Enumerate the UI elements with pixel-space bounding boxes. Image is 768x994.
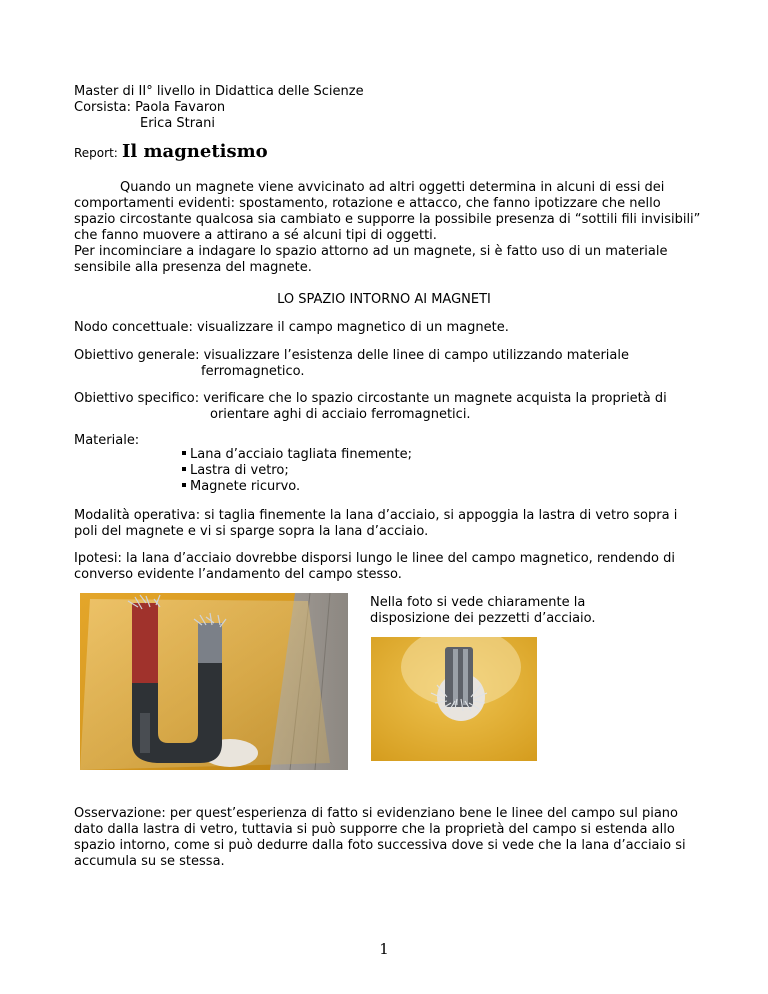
intro-line: comportamenti evidenti: spostamento, rotazione e attacco, che fanno ipotizzare che nello	[74, 196, 661, 211]
photo-steel-wool	[371, 637, 537, 761]
intro-line: spazio circostante qualcosa sia cambiato e supporre la possibile presenza di “sottili fili invisibili”	[74, 212, 701, 227]
caption-line: Nella foto si vede chiaramente la	[370, 595, 586, 610]
obiettivo-specifico-line: Obiettivo specifico: verificare che lo spazio circostante un magnete acquista la proprietà di	[74, 391, 667, 406]
photo-magnet-glass	[80, 593, 348, 770]
osservazione-line: accumula su se stessa.	[74, 854, 225, 869]
osservazione-line: spazio intorno, come si può dedurre dalla foto successiva dove si vede che la lana d’acciaio si	[74, 838, 686, 853]
intro-line: sensibile alla presenza del magnete.	[74, 260, 312, 275]
materiale-list	[182, 447, 412, 495]
list-item	[182, 447, 412, 463]
report-title: Il magnetismo	[121, 141, 268, 162]
bullet-square-icon	[182, 467, 186, 471]
nodo-text: Nodo concettuale: visualizzare il campo magnetico di un magnete.	[74, 320, 509, 335]
ipotesi-line: converso evidente l’andamento del campo stesso.	[74, 567, 402, 582]
obiettivo-generale	[74, 348, 714, 380]
list-item	[182, 463, 412, 479]
osservazione	[74, 806, 734, 870]
caption-line: disposizione dei pezzetti d’acciaio.	[370, 611, 596, 626]
ipotesi	[74, 551, 714, 583]
header-corsista-2: Erica Strani	[140, 116, 215, 131]
obiettivo-generale-line: Obiettivo generale: visualizzare l’esistenza delle linee di campo utilizzando materiale	[74, 348, 629, 363]
materiale-label-text: Materiale:	[74, 433, 140, 448]
header-corsista: Corsista: Paola Favaron	[74, 100, 226, 115]
bullet-square-icon	[182, 483, 186, 487]
obiettivo-specifico	[74, 391, 714, 423]
intro-line: Quando un magnete viene avvicinato ad altri oggetti determina in alcuni di essi dei	[120, 180, 665, 195]
modalita-line: poli del magnete e vi si sparge sopra la lana d’acciaio.	[74, 524, 429, 539]
materiale-item: Magnete ricurvo.	[190, 479, 301, 494]
intro-line: Per incominciare a indagare lo spazio attorno ad un magnete, si è fatto uso di un materiale	[74, 244, 668, 259]
nodo-concettuale	[74, 320, 714, 336]
section-title: LO SPAZIO INTORNO AI MAGNETI	[277, 292, 491, 307]
modalita-line: Modalità operativa: si taglia finemente la lana d’acciaio, si appoggia la lastra di vetro sopra i	[74, 508, 678, 523]
list-item	[182, 479, 412, 495]
materiale-item: Lana d’acciaio tagliata finemente;	[190, 447, 412, 462]
photo-caption	[370, 595, 690, 627]
header	[74, 84, 714, 132]
report-heading	[74, 141, 714, 165]
intro-paragraph	[74, 180, 714, 276]
modalita-operativa	[74, 508, 714, 540]
bullet-square-icon	[182, 451, 186, 455]
materiale-item: Lastra di vetro;	[190, 463, 289, 478]
report-label: Report:	[74, 146, 118, 160]
intro-line: che fanno muovere a attirano a sé alcuni tipi di oggetti.	[74, 228, 437, 243]
page-number: 1	[379, 940, 389, 958]
ipotesi-line: Ipotesi: la lana d’acciaio dovrebbe disporsi lungo le linee del campo magnetico, rendendo di	[74, 551, 675, 566]
osservazione-line: Osservazione: per quest’esperienza di fatto si evidenziano bene le linee del campo sul piano	[74, 806, 678, 821]
obiettivo-specifico-line: orientare aghi di acciaio ferromagnetici.	[210, 407, 471, 422]
osservazione-line: dato dalla lastra di vetro, tuttavia si può supporre che la proprietà del campo si estenda allo	[74, 822, 675, 837]
header-master: Master di II° livello in Didattica delle Scienze	[74, 84, 364, 99]
obiettivo-generale-line: ferromagnetico.	[201, 364, 305, 379]
